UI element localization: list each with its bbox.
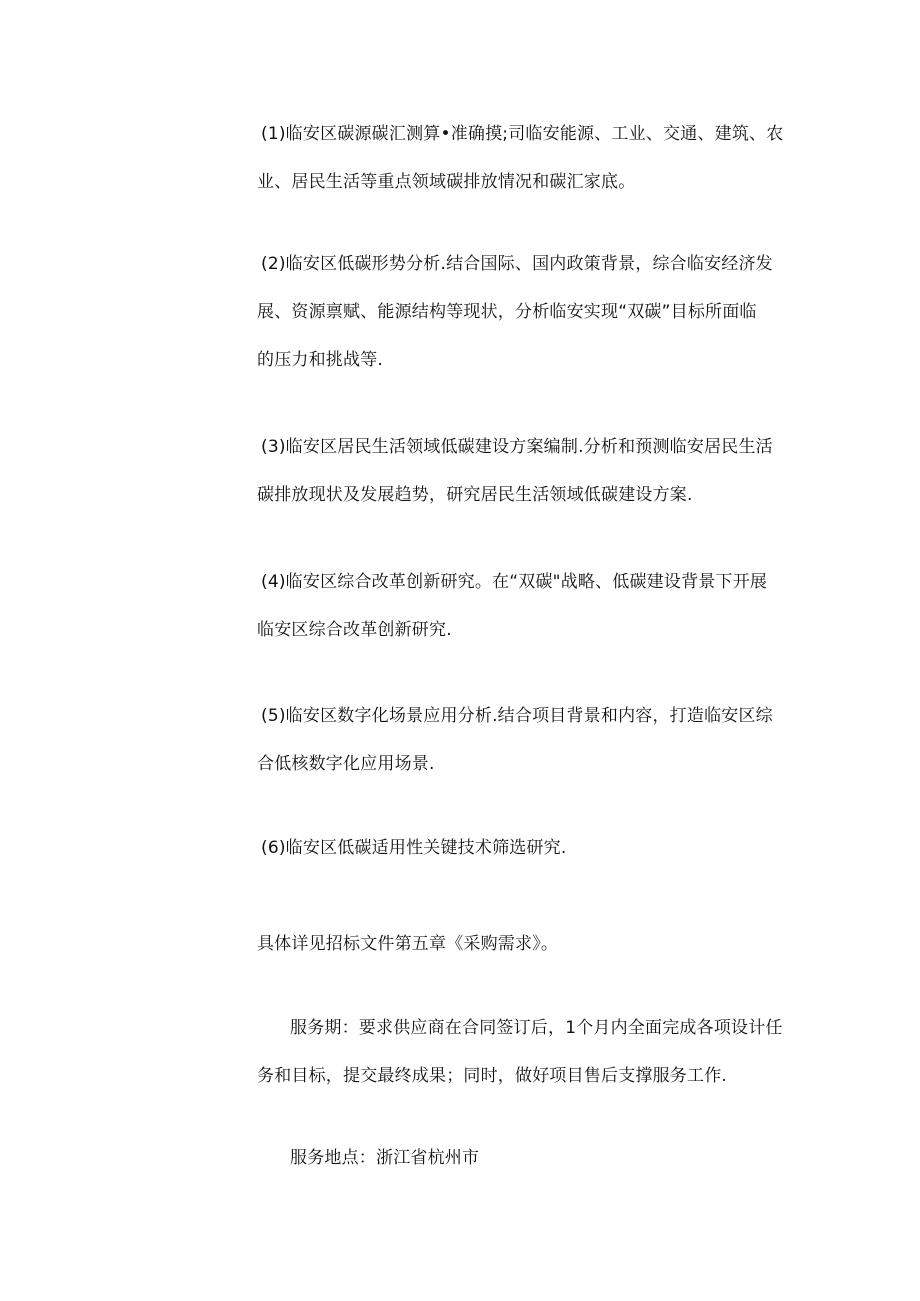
- item-5-line-2: 合低核数字化应用场景.: [257, 754, 435, 774]
- service-period: [257, 1004, 783, 1100]
- item-4-line-2: 临安区综合改革创新研究.: [257, 620, 452, 640]
- item-5: [257, 692, 773, 788]
- service-period-line-2: 务和目标，提交最终成果；同时，做好项目售后支撑服务工作.: [257, 1066, 728, 1086]
- item-4: [257, 558, 768, 654]
- item-1: [257, 110, 784, 206]
- item-2-line-1: (2)临安区低碳形势分析.结合国际、国内政策背景，综合临安经济发: [261, 254, 773, 274]
- item-4-line-1: (4)临安区综合改革创新研究。在“双碳"战略、低碳建设背景下开展: [261, 572, 768, 592]
- detail-note: [257, 920, 558, 968]
- item-3-line-1: (3)临安区居民生活领域低碳建设方案编制.分析和预测临安居民生活: [261, 437, 773, 457]
- item-6: [261, 824, 566, 872]
- service-location: [257, 1134, 479, 1182]
- item-5-line-1: (5)临安区数字化场景应用分析.结合项目背景和内容，打造临安区综: [261, 706, 773, 726]
- service-location-text: 服务地点：浙江省杭州市: [290, 1148, 480, 1168]
- service-period-line-1: 服务期：要求供应商在合同签订后，1个月内全面完成各项设计任: [290, 1018, 783, 1038]
- item-1-line-2: 业、居民生活等重点领域碳排放情况和碳汇家底。: [257, 172, 636, 192]
- item-2: [257, 240, 773, 384]
- item-1-line-1: (1)临安区碳源碳汇测算•准确摸;司临安能源、工业、交通、建筑、农: [261, 124, 784, 144]
- item-2-line-2: 展、资源禀赋、能源结构等现状，分析临安实现“双碳”目标所面临: [257, 302, 757, 322]
- item-2-line-3: 的压力和挑战等.: [257, 350, 384, 370]
- item-3: [257, 423, 773, 519]
- detail-note-text: 具体详见招标文件第五章《采购需求》。: [257, 934, 559, 954]
- item-3-line-2: 碳排放现状及发展趋势，研究居民生活领域低碳建设方案.: [257, 485, 693, 505]
- item-6-line-1: (6)临安区低碳适用性关键技术筛选研究.: [261, 838, 567, 858]
